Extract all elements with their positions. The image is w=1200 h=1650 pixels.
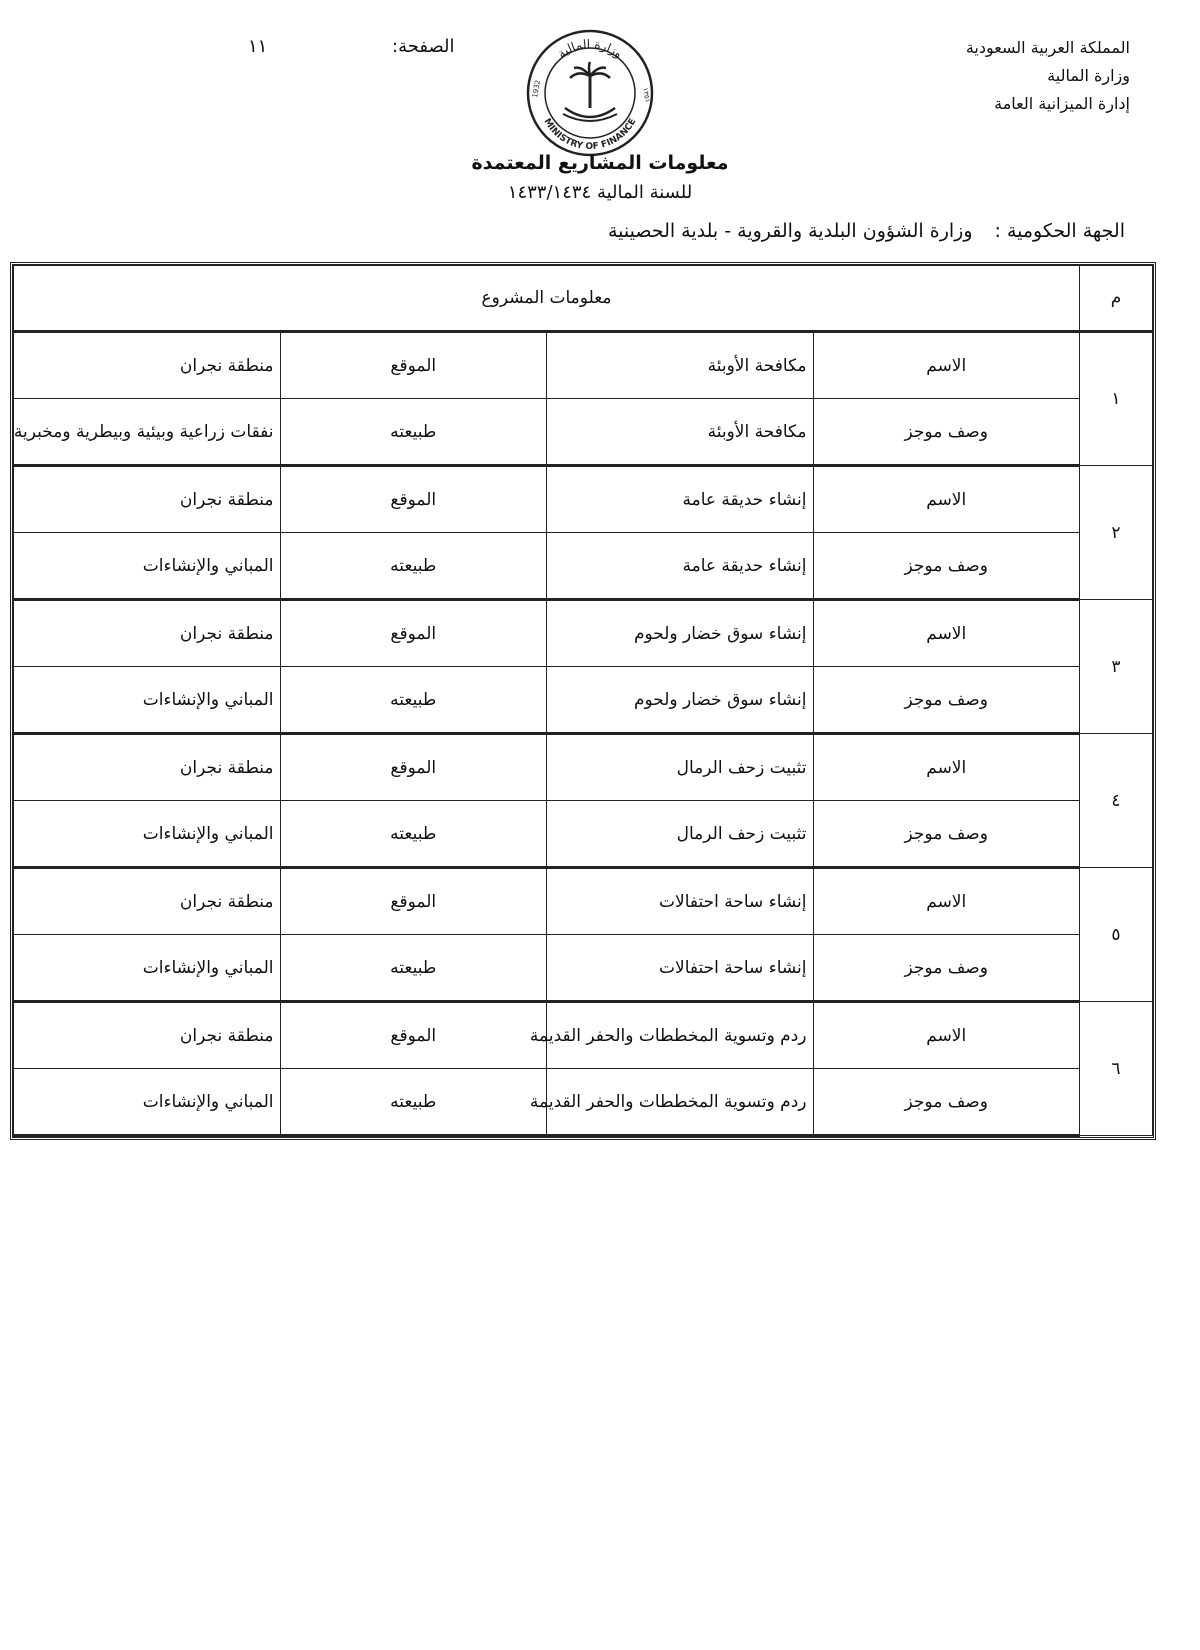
svg-text:وزارة المالية	[555, 37, 625, 62]
project-name: إنشاء ساحة احتفالات	[547, 868, 814, 935]
table-row	[14, 801, 1153, 868]
name-label: الاسم	[813, 734, 1080, 801]
letterhead	[870, 34, 1130, 118]
project-number: ٢	[1080, 466, 1153, 600]
nature-label: طبيعته	[280, 935, 547, 1002]
page-number: ١١	[248, 36, 268, 57]
nature-label: طبيعته	[280, 533, 547, 600]
seal-year-left: 1932	[531, 79, 543, 99]
document-title: معلومات المشاريع المعتمدة	[471, 152, 729, 174]
table-row	[14, 1002, 1153, 1069]
project-description: إنشاء سوق خضار ولحوم	[547, 667, 814, 734]
project-nature: المباني والإنشاءات	[14, 667, 281, 734]
description-label: وصف موجز	[813, 801, 1080, 868]
table-row	[14, 466, 1153, 533]
project-location: منطقة نجران	[14, 868, 281, 935]
project-number: ٣	[1080, 600, 1153, 734]
department-name: إدارة الميزانية العامة	[994, 94, 1130, 113]
project-name: مكافحة الأوبئة	[547, 332, 814, 399]
nature-label: طبيعته	[280, 801, 547, 868]
table-row	[14, 1069, 1153, 1136]
name-label: الاسم	[813, 466, 1080, 533]
location-label: الموقع	[280, 332, 547, 399]
seal-top-text: وزارة المالية	[554, 36, 626, 61]
nature-label: طبيعته	[280, 399, 547, 466]
project-number: ٦	[1080, 1002, 1153, 1136]
description-label: وصف موجز	[813, 935, 1080, 1002]
entity-label: الجهة الحكومية :	[994, 220, 1125, 242]
table-row	[14, 868, 1153, 935]
name-label: الاسم	[813, 332, 1080, 399]
table-row	[14, 667, 1153, 734]
description-label: وصف موجز	[813, 399, 1080, 466]
description-label: وصف موجز	[813, 533, 1080, 600]
project-name: تثبيت زحف الرمال	[547, 734, 814, 801]
ministry-seal-icon	[525, 28, 655, 158]
kingdom-name: المملكة العربية السعودية	[965, 38, 1130, 57]
ministry-name: وزارة المالية	[1047, 66, 1130, 85]
project-description: تثبيت زحف الرمال	[547, 801, 814, 868]
project-location: منطقة نجران	[14, 466, 281, 533]
entity-value: وزارة الشؤون البلدية والقروية - بلدية الحصينية	[607, 220, 973, 242]
project-location: منطقة نجران	[14, 332, 281, 399]
location-label: الموقع	[280, 600, 547, 667]
location-label: الموقع	[280, 734, 547, 801]
table-row	[14, 533, 1153, 600]
project-nature: المباني والإنشاءات	[14, 533, 281, 600]
nature-label: طبيعته	[280, 667, 547, 734]
government-entity	[608, 220, 1125, 242]
location-label: الموقع	[280, 466, 547, 533]
project-name: ردم وتسوية المخططات والحفر القديمة	[547, 1002, 814, 1069]
project-description: إنشاء حديقة عامة	[547, 533, 814, 600]
project-name: إنشاء سوق خضار ولحوم	[547, 600, 814, 667]
location-label: الموقع	[280, 868, 547, 935]
project-description: إنشاء ساحة احتفالات	[547, 935, 814, 1002]
project-number: ١	[1080, 332, 1153, 466]
seal-bottom-text: MINISTRY OF FINANCE	[541, 117, 639, 153]
fiscal-year: للسنة المالية ١٤٣٣/١٤٣٤	[507, 182, 693, 203]
name-label: الاسم	[813, 600, 1080, 667]
table-row	[14, 332, 1153, 399]
nature-label: طبيعته	[280, 1069, 547, 1136]
location-label: الموقع	[280, 1002, 547, 1069]
project-nature: نفقات زراعية وبيئية وبيطرية ومخبرية	[14, 399, 281, 466]
project-nature: المباني والإنشاءات	[14, 1069, 281, 1136]
table-row	[14, 600, 1153, 667]
seal-year-right: ١٣٥١	[641, 86, 652, 104]
table-row	[14, 935, 1153, 1002]
table-header-row	[14, 266, 1153, 332]
project-location: منطقة نجران	[14, 734, 281, 801]
column-header-number: م	[1080, 266, 1153, 332]
project-description: ردم وتسوية المخططات والحفر القديمة	[547, 1069, 814, 1136]
projects-table	[10, 262, 1156, 1140]
project-nature: المباني والإنشاءات	[14, 801, 281, 868]
name-label: الاسم	[813, 868, 1080, 935]
page-label: الصفحة:	[392, 36, 455, 57]
project-nature: المباني والإنشاءات	[14, 935, 281, 1002]
column-header-info: معلومات المشروع	[14, 266, 1080, 332]
project-location: منطقة نجران	[14, 1002, 281, 1069]
table-row	[14, 734, 1153, 801]
name-label: الاسم	[813, 1002, 1080, 1069]
description-label: وصف موجز	[813, 1069, 1080, 1136]
description-label: وصف موجز	[813, 667, 1080, 734]
project-number: ٥	[1080, 868, 1153, 1002]
project-location: منطقة نجران	[14, 600, 281, 667]
project-name: إنشاء حديقة عامة	[547, 466, 814, 533]
project-number: ٤	[1080, 734, 1153, 868]
table-row	[14, 399, 1153, 466]
project-description: مكافحة الأوبئة	[547, 399, 814, 466]
